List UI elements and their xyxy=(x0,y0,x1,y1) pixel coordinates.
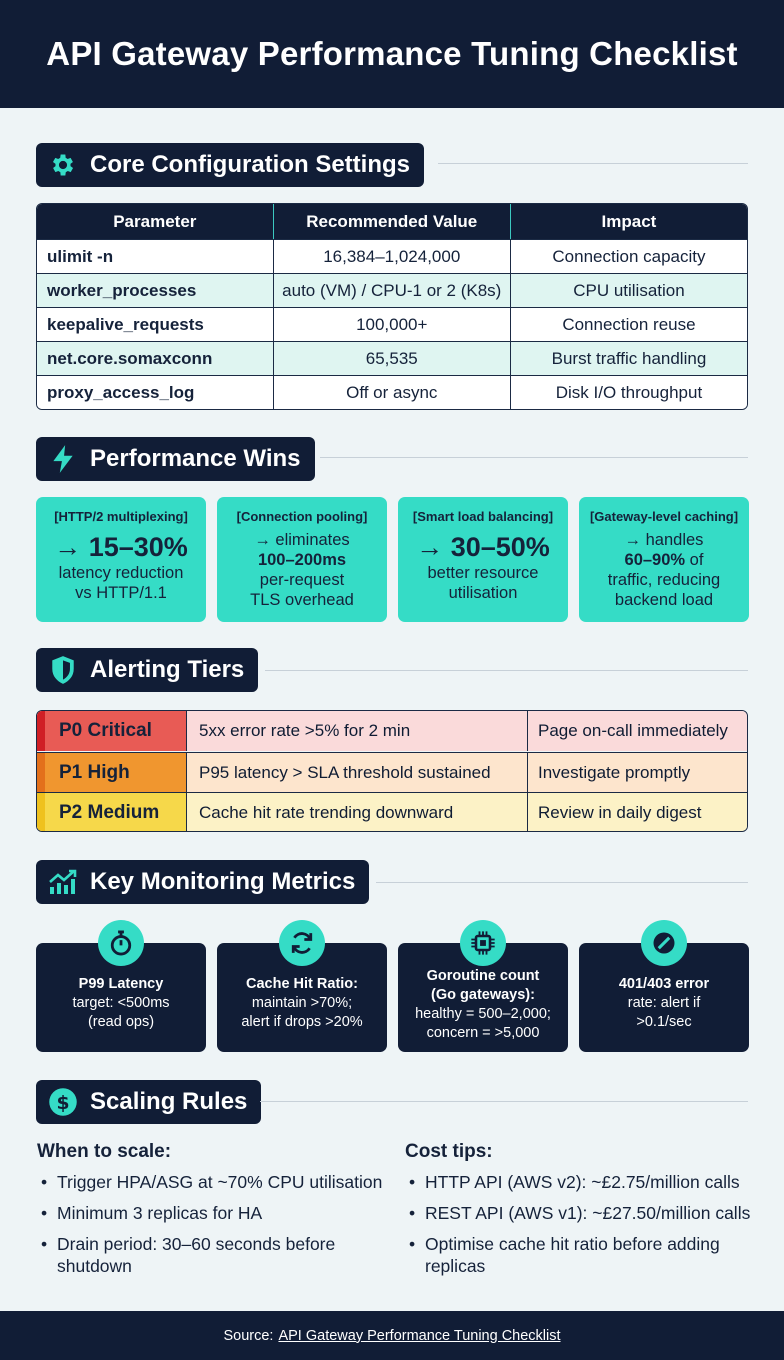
section-scaling-label: Scaling Rules xyxy=(90,1088,248,1115)
alert-row-p2 xyxy=(37,792,747,832)
table-row xyxy=(37,341,747,375)
section-wins-title xyxy=(36,437,315,481)
metric-title: Goroutine count xyxy=(426,968,540,984)
divider xyxy=(320,457,748,458)
shield-icon xyxy=(48,655,78,685)
win-tag: [Smart load balancing] xyxy=(412,509,554,524)
alert-tiers-table xyxy=(36,710,748,832)
impact-cell: Connection reuse xyxy=(510,307,747,341)
cost-tips-title: Cost tips: xyxy=(405,1141,493,1162)
win-tag: [HTTP/2 multiplexing] xyxy=(54,509,188,524)
lightning-icon xyxy=(48,444,78,474)
section-metrics-title xyxy=(36,860,369,904)
win-text: better resource xyxy=(427,564,539,582)
section-core-title xyxy=(36,143,424,187)
page-title: API Gateway Performance Tuning Checklist xyxy=(0,0,784,108)
divider xyxy=(265,670,748,671)
list-item: • Optimise cache hit ratio before adding replicas xyxy=(405,1233,755,1277)
alert-level: P1 High xyxy=(37,753,187,792)
footer xyxy=(0,1311,784,1360)
section-scaling-title xyxy=(36,1080,261,1124)
metric-text: rate: alert if xyxy=(627,995,701,1011)
list-item: • REST API (AWS v1): ~£27.50/million calls xyxy=(405,1202,755,1224)
source-link[interactable]: API Gateway Performance Tuning Checklist xyxy=(278,1327,561,1344)
section-alerts-label: Alerting Tiers xyxy=(90,656,245,683)
severity-strip xyxy=(37,753,45,792)
section-alerts-title xyxy=(36,648,258,692)
win-figure: → 15–30% xyxy=(54,532,188,562)
divider xyxy=(260,1101,748,1102)
dollar-icon xyxy=(48,1087,78,1117)
when-to-scale-list xyxy=(37,1171,392,1286)
alert-action: Investigate promptly xyxy=(538,762,691,782)
value-cell: auto (VM) / CPU-1 or 2 (K8s) xyxy=(273,273,510,307)
win-text: → eliminates xyxy=(254,531,350,549)
win-text: utilisation xyxy=(448,584,518,602)
value-cell: Off or async xyxy=(273,375,510,409)
list-item: • HTTP API (AWS v2): ~£2.75/million calls xyxy=(405,1171,755,1193)
cpu-chip-icon xyxy=(460,920,506,966)
severity-strip xyxy=(37,793,45,832)
parameter-cell: keepalive_requests xyxy=(37,307,273,341)
metric-text: maintain >70%; xyxy=(251,995,353,1011)
win-card-http2 xyxy=(36,497,206,622)
win-tag: [Connection pooling] xyxy=(236,509,368,524)
table-row xyxy=(37,375,747,409)
alert-condition: 5xx error rate >5% for 2 min xyxy=(187,711,528,751)
list-item: • Trigger HPA/ASG at ~70% CPU utilisation xyxy=(37,1171,392,1193)
stopwatch-icon xyxy=(98,920,144,966)
win-text: traffic, reducing xyxy=(607,571,721,589)
value-cell: 16,384–1,024,000 xyxy=(273,239,510,273)
metric-title: 401/403 error xyxy=(618,976,710,992)
metric-text: healthy = 500–2,000; xyxy=(415,1006,551,1022)
win-figure: → 30–50% xyxy=(416,532,550,562)
list-item: • Drain period: 30–60 seconds before shutdown xyxy=(37,1233,392,1277)
refresh-icon xyxy=(279,920,325,966)
alert-condition: P95 latency > SLA threshold sustained xyxy=(187,753,528,792)
config-table xyxy=(36,203,748,410)
alert-row-p0 xyxy=(37,711,747,751)
impact-cell: Connection capacity xyxy=(510,239,747,273)
metric-text: target: <500ms xyxy=(72,995,170,1011)
metric-text: (read ops) xyxy=(87,1014,155,1030)
win-figure: 60–90% xyxy=(624,551,686,569)
win-card-load-balancing xyxy=(398,497,568,622)
win-text: vs HTTP/1.1 xyxy=(75,584,167,602)
table-header-row xyxy=(37,204,747,239)
value-cell: 65,535 xyxy=(273,341,510,375)
divider xyxy=(438,163,748,164)
alert-row-p1 xyxy=(37,752,747,792)
impact-cell: CPU utilisation xyxy=(510,273,747,307)
alert-action: Review in daily digest xyxy=(538,802,702,822)
win-text: backend load xyxy=(614,591,714,609)
table-row xyxy=(37,239,747,273)
win-text: → handles xyxy=(624,531,704,549)
alert-level: P0 Critical xyxy=(37,711,187,751)
alert-level: P2 Medium xyxy=(37,793,187,832)
metric-text: >0.1/sec xyxy=(636,1014,692,1030)
win-text: per-request xyxy=(259,571,345,589)
metric-title: Cache Hit Ratio: xyxy=(246,976,358,992)
cost-tips-list xyxy=(405,1171,755,1286)
alert-condition: Cache hit rate trending downward xyxy=(187,793,528,832)
metric-title: (Go gateways): xyxy=(431,987,535,1003)
column-header: Parameter xyxy=(37,204,273,239)
table-row xyxy=(37,307,747,341)
gear-icon xyxy=(48,150,78,180)
parameter-cell: proxy_access_log xyxy=(37,375,273,409)
footer-label: Source: xyxy=(223,1327,274,1344)
block-icon xyxy=(641,920,687,966)
section-core-label: Core Configuration Settings xyxy=(90,151,410,178)
when-to-scale-title: When to scale: xyxy=(37,1141,172,1162)
metric-text: alert if drops >20% xyxy=(241,1014,363,1030)
impact-cell: Disk I/O throughput xyxy=(510,375,747,409)
win-card-caching xyxy=(579,497,749,622)
metric-text: concern = >5,000 xyxy=(426,1025,540,1041)
parameter-cell: net.core.somaxconn xyxy=(37,341,273,375)
win-card-pooling xyxy=(217,497,387,622)
section-metrics-label: Key Monitoring Metrics xyxy=(90,868,356,895)
list-item: • Minimum 3 replicas for HA xyxy=(37,1202,392,1224)
table-row xyxy=(37,273,747,307)
win-text: latency reduction xyxy=(58,564,184,582)
parameter-cell: worker_processes xyxy=(37,273,273,307)
win-text: TLS overhead xyxy=(250,591,354,609)
impact-cell: Burst traffic handling xyxy=(510,341,747,375)
win-text: of xyxy=(685,551,704,569)
alert-action: Page on-call immediately xyxy=(538,721,728,740)
divider xyxy=(376,882,748,883)
metric-title: P99 Latency xyxy=(78,976,164,992)
parameter-cell: ulimit -n xyxy=(37,239,273,273)
svg-text:$: $ xyxy=(56,1092,70,1114)
column-header: Recommended Value xyxy=(273,204,510,239)
win-tag: [Gateway-level caching] xyxy=(589,509,739,524)
severity-strip xyxy=(37,711,45,751)
column-header: Impact xyxy=(510,204,747,239)
win-figure: 100–200ms xyxy=(257,551,347,569)
section-wins-label: Performance Wins xyxy=(90,445,301,472)
value-cell: 100,000+ xyxy=(273,307,510,341)
trend-chart-icon xyxy=(48,867,78,897)
